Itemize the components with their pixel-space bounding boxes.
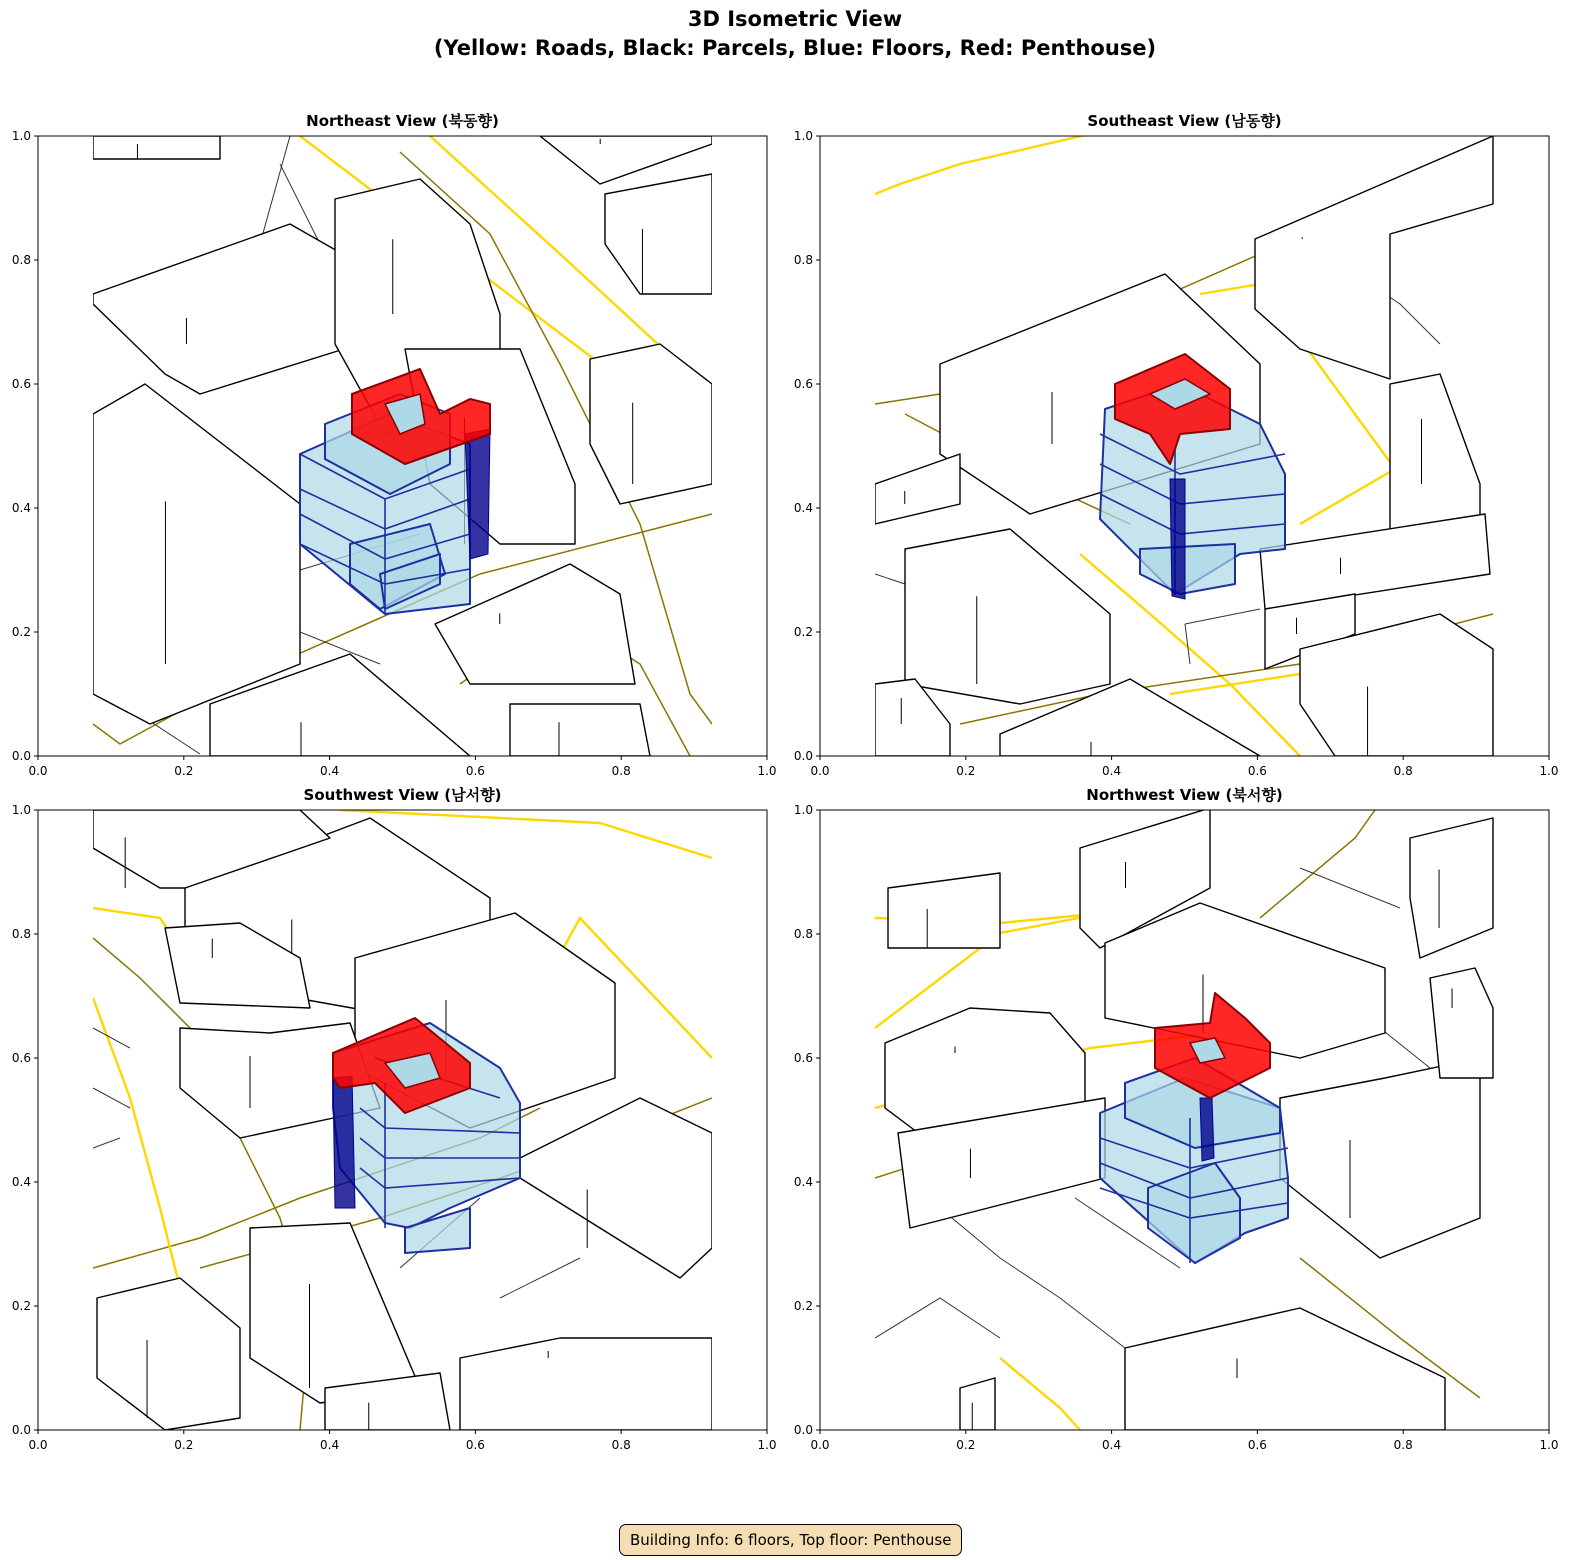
x-tick-label: 0.0 bbox=[28, 1438, 48, 1452]
y-tick-label: 0.0 bbox=[11, 749, 31, 763]
southeast-view-panel bbox=[782, 104, 1572, 794]
y-tick-label: 1.0 bbox=[11, 803, 31, 817]
y-tick-label: 1.0 bbox=[793, 803, 813, 817]
scene-2 bbox=[93, 810, 712, 1430]
y-tick-label: 0.4 bbox=[793, 1175, 813, 1189]
core-shaft bbox=[465, 429, 490, 559]
neighbor-building bbox=[888, 873, 1000, 948]
scene-0 bbox=[93, 136, 712, 756]
parcel-line bbox=[500, 1258, 580, 1298]
panel-title-southwest: Southwest View (남서향) bbox=[303, 786, 502, 804]
northwest-view-panel bbox=[782, 778, 1572, 1468]
neighbor-building bbox=[1410, 818, 1493, 958]
y-tick-label: 0.6 bbox=[11, 377, 31, 391]
panel-title-northwest: Northwest View (북서향) bbox=[1086, 786, 1283, 804]
neighbor-building bbox=[1390, 374, 1480, 534]
x-tick-label: 0.6 bbox=[1247, 764, 1267, 778]
x-tick-label: 0.8 bbox=[611, 1438, 631, 1452]
core-shaft bbox=[1200, 1098, 1214, 1161]
x-tick-label: 0.6 bbox=[465, 764, 485, 778]
x-tick-label: 0.2 bbox=[174, 764, 194, 778]
y-tick-label: 0.4 bbox=[793, 501, 813, 515]
x-tick-label: 1.0 bbox=[1539, 1438, 1559, 1452]
neighbor-building bbox=[905, 529, 1110, 704]
x-tick-label: 0.0 bbox=[28, 764, 48, 778]
x-tick-label: 0.8 bbox=[1393, 1438, 1413, 1452]
parcel-line bbox=[1300, 868, 1400, 908]
neighbor-building bbox=[875, 454, 960, 524]
figure-title-line1: 3D Isometric View bbox=[687, 7, 903, 31]
x-tick-label: 0.4 bbox=[320, 1438, 340, 1452]
parcel-line bbox=[93, 1088, 130, 1108]
y-tick-label: 0.0 bbox=[793, 749, 813, 763]
neighbor-building bbox=[510, 704, 650, 756]
x-tick-label: 1.0 bbox=[1539, 764, 1559, 778]
parcel-line bbox=[875, 574, 905, 584]
panel-title-northeast: Northeast View (북동향) bbox=[306, 112, 499, 130]
x-tick-label: 0.4 bbox=[1102, 1438, 1122, 1452]
x-tick-label: 0.8 bbox=[1393, 764, 1413, 778]
x-tick-label: 0.6 bbox=[465, 1438, 485, 1452]
road-line bbox=[875, 134, 1090, 194]
x-tick-label: 0.2 bbox=[956, 764, 976, 778]
road-line bbox=[1260, 810, 1375, 918]
y-tick-label: 1.0 bbox=[793, 129, 813, 143]
neighbor-building bbox=[93, 224, 360, 394]
y-tick-label: 0.6 bbox=[11, 1051, 31, 1065]
x-tick-label: 1.0 bbox=[757, 1438, 777, 1452]
y-tick-label: 0.4 bbox=[11, 501, 31, 515]
isometric-drawing-3 bbox=[782, 778, 1572, 1468]
y-tick-label: 0.8 bbox=[793, 927, 813, 941]
x-tick-label: 0.2 bbox=[956, 1438, 976, 1452]
parcel-line bbox=[1380, 1028, 1430, 1068]
floor-volume bbox=[1140, 544, 1235, 594]
y-tick-label: 0.8 bbox=[793, 253, 813, 267]
northeast-view-panel bbox=[0, 104, 790, 794]
neighbor-building bbox=[93, 384, 300, 724]
scene-1 bbox=[875, 134, 1493, 756]
y-tick-label: 0.2 bbox=[11, 625, 31, 639]
y-tick-label: 0.4 bbox=[11, 1175, 31, 1189]
neighbor-building bbox=[520, 1098, 712, 1278]
scene-3 bbox=[875, 808, 1493, 1430]
y-tick-label: 0.0 bbox=[11, 1423, 31, 1437]
neighbor-building bbox=[1125, 1308, 1445, 1430]
x-tick-label: 0.8 bbox=[611, 764, 631, 778]
y-tick-label: 0.8 bbox=[11, 927, 31, 941]
y-tick-label: 0.2 bbox=[11, 1299, 31, 1313]
y-tick-label: 0.0 bbox=[793, 1423, 813, 1437]
x-tick-label: 0.2 bbox=[174, 1438, 194, 1452]
x-tick-label: 0.4 bbox=[320, 764, 340, 778]
y-tick-label: 0.8 bbox=[11, 253, 31, 267]
neighbor-building bbox=[605, 174, 712, 294]
x-tick-label: 0.4 bbox=[1102, 764, 1122, 778]
x-tick-label: 0.0 bbox=[810, 764, 830, 778]
neighbor-building bbox=[250, 1223, 420, 1403]
neighbor-building bbox=[1255, 136, 1493, 379]
parcel-line bbox=[93, 1138, 120, 1148]
x-tick-label: 0.6 bbox=[1247, 1438, 1267, 1452]
isometric-drawing-1 bbox=[782, 104, 1572, 794]
x-tick-label: 0.0 bbox=[810, 1438, 830, 1452]
neighbor-building bbox=[1280, 1058, 1480, 1258]
y-tick-label: 0.6 bbox=[793, 1051, 813, 1065]
y-tick-label: 0.6 bbox=[793, 377, 813, 391]
y-tick-label: 1.0 bbox=[11, 129, 31, 143]
neighbor-building bbox=[93, 136, 220, 159]
x-tick-label: 1.0 bbox=[757, 764, 777, 778]
neighbor-building bbox=[1430, 968, 1493, 1078]
neighbor-building bbox=[590, 344, 712, 504]
neighbor-building bbox=[540, 136, 712, 184]
road-line bbox=[1000, 1358, 1080, 1430]
core-shaft bbox=[333, 1076, 355, 1208]
parcel-line bbox=[875, 1298, 1000, 1338]
parcel-line bbox=[940, 1208, 1125, 1348]
y-tick-label: 0.2 bbox=[793, 625, 813, 639]
parcel-line bbox=[1185, 609, 1260, 624]
figure-title bbox=[0, 5, 1590, 63]
neighbor-building bbox=[960, 1378, 995, 1430]
panel-title-southeast: Southeast View (남동향) bbox=[1087, 112, 1282, 130]
neighbor-building bbox=[460, 1338, 712, 1430]
isometric-drawing-0 bbox=[0, 104, 790, 794]
southwest-view-panel bbox=[0, 778, 790, 1468]
isometric-drawing-2 bbox=[0, 778, 790, 1468]
figure-title-line2: (Yellow: Roads, Black: Parcels, Blue: Floors, Red: Penthouse) bbox=[433, 36, 1157, 60]
core-shaft bbox=[1170, 479, 1185, 599]
neighbor-building bbox=[97, 1278, 240, 1430]
y-tick-label: 0.2 bbox=[793, 1299, 813, 1313]
building-info-box: Building Info: 6 floors, Top floor: Penthouse bbox=[619, 1524, 962, 1556]
neighbor-building bbox=[1260, 514, 1490, 609]
